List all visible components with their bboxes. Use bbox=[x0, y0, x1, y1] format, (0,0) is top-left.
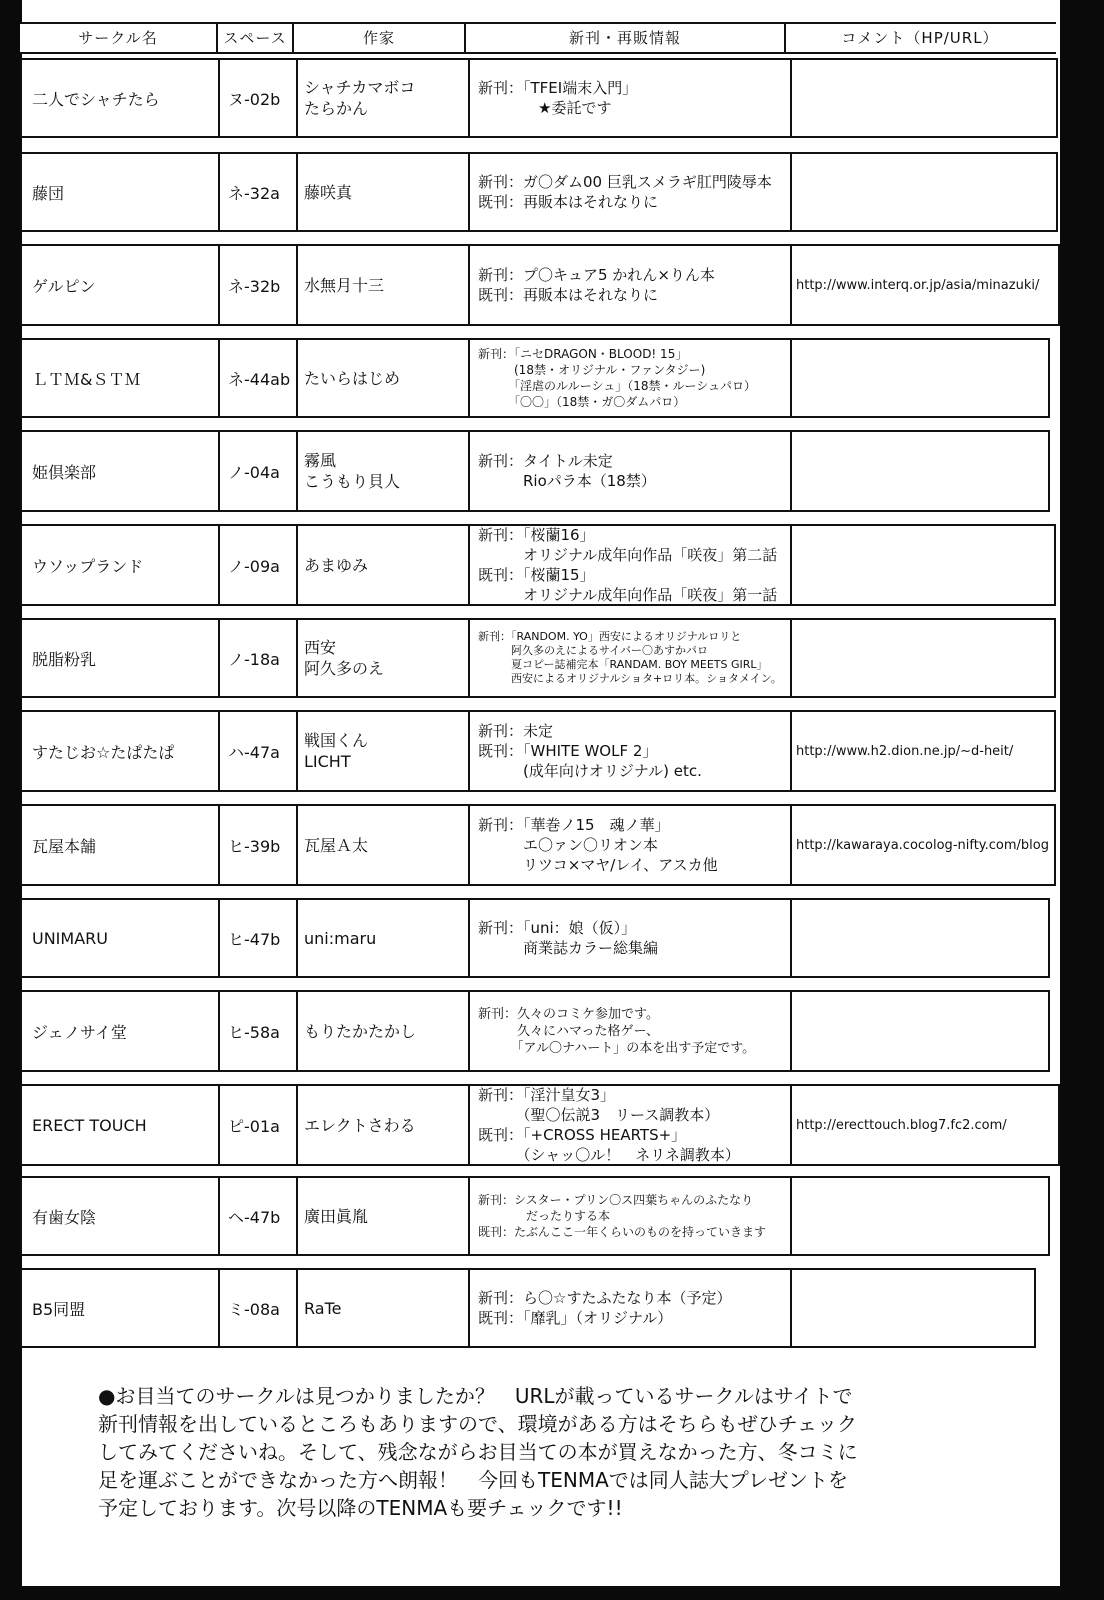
table-row bbox=[20, 710, 1056, 792]
circle-url bbox=[796, 992, 1060, 1070]
table-row bbox=[20, 1176, 1050, 1256]
column-divider bbox=[790, 154, 792, 230]
release-info-line: リツコ×マヤ/レイ、アスカ他 bbox=[478, 856, 718, 874]
column-divider bbox=[218, 900, 220, 976]
release-info bbox=[478, 1086, 788, 1164]
release-info-line: 既刊：「WHITE WOLF 2」 bbox=[478, 742, 658, 760]
table-row bbox=[20, 430, 1050, 512]
circle-name: 姫倶楽部 bbox=[32, 462, 97, 482]
author-name: LICHT bbox=[304, 752, 351, 771]
circle-url[interactable]: http://www.interq.or.jp/asia/minazuki/ bbox=[796, 277, 1040, 293]
column-divider bbox=[296, 806, 298, 884]
footer-line: してみてくださいね。そして、残念ながらお目当ての本が買えなかった方、冬コミに bbox=[98, 1440, 858, 1464]
circle-space: ネ-32a bbox=[228, 183, 280, 203]
release-info-line: 新刊：「RANDOM. YO」西安によるオリジナルロリと bbox=[478, 630, 742, 643]
release-info bbox=[478, 432, 788, 510]
release-info-line: 新刊：「華巻ノ15 魂ノ華」 bbox=[478, 816, 670, 834]
bottom-black-band bbox=[0, 1586, 1104, 1600]
release-info-line: 新刊：シスター・プリン〇ス四葉ちゃんのふたなり bbox=[478, 1193, 754, 1207]
release-info bbox=[478, 340, 788, 416]
circle-author bbox=[304, 154, 466, 230]
circle-author bbox=[304, 900, 466, 976]
author-name: uni:maru bbox=[304, 928, 377, 948]
release-info-line: 新刊：「ニセDRAGON・BLOOD! 15」 bbox=[478, 347, 688, 361]
author-name: たいらはじめ bbox=[304, 368, 401, 388]
circle-space: ピ-01a bbox=[228, 1116, 280, 1136]
circle-name: UNIMARU bbox=[32, 928, 108, 948]
column-divider bbox=[296, 60, 298, 136]
circle-url bbox=[796, 154, 1060, 230]
release-info bbox=[478, 1270, 788, 1346]
circle-author bbox=[304, 806, 466, 884]
circle-url bbox=[796, 1178, 1060, 1254]
release-info-line: （シャッ〇ル！ ネリネ調教本） bbox=[478, 1146, 740, 1164]
column-divider bbox=[790, 620, 792, 696]
column-divider bbox=[218, 1270, 220, 1346]
column-divider bbox=[468, 246, 470, 324]
circle-author bbox=[304, 620, 466, 696]
header-space: スペース bbox=[223, 29, 287, 47]
header-info: 新刊・再販情報 bbox=[568, 29, 681, 47]
circle-url bbox=[796, 526, 1060, 604]
circle-space: ヒ-39b bbox=[228, 836, 281, 856]
circle-name: すたじお☆たぱたぱ bbox=[32, 742, 175, 762]
table-row bbox=[20, 618, 1056, 698]
column-divider bbox=[468, 60, 470, 136]
circle-url bbox=[796, 340, 1060, 416]
release-info-line: 新刊：ガ〇ダム00 巨乳スメラギ肛門陵辱本 bbox=[478, 173, 772, 191]
circle-url bbox=[796, 1270, 1060, 1346]
release-info-line: 夏コピー誌補完本「RANDAM. BOY MEETS GIRL」 bbox=[478, 658, 768, 671]
circle-url[interactable]: http://www.h2.dion.ne.jp/~d-heit/ bbox=[796, 743, 1014, 759]
author-name: 戦国くん bbox=[304, 731, 369, 750]
circle-name: ＬＴＭ&ＳＴＭ bbox=[32, 369, 141, 389]
release-info bbox=[478, 154, 788, 230]
circle-name: 脱脂粉乳 bbox=[32, 649, 97, 669]
release-info-line: 新刊：タイトル未定 bbox=[478, 452, 613, 470]
circle-space: ネ-44ab bbox=[228, 369, 291, 389]
author-name: こうもり貝人 bbox=[304, 472, 401, 491]
circle-author bbox=[304, 1086, 466, 1164]
column-divider bbox=[790, 526, 792, 604]
release-info-line: 「淫虐のルルーシュ」（18禁・ルーシュパロ） bbox=[478, 379, 757, 393]
circle-author bbox=[304, 60, 466, 136]
author-name: あまゆみ bbox=[304, 555, 369, 575]
release-info-line: 「アル〇ナハート」の本を出す予定です。 bbox=[478, 1040, 756, 1056]
release-info-line: 阿久多のえによるサイバー〇あすかパロ bbox=[478, 644, 709, 657]
circle-name: ウソップランド bbox=[32, 556, 144, 576]
column-divider bbox=[468, 620, 470, 696]
author-name: 瓦屋Ａ太 bbox=[304, 835, 369, 855]
release-info-line: (18禁・オリジナル・ファンタジー) bbox=[478, 363, 706, 377]
circle-name: 有歯女陰 bbox=[32, 1207, 97, 1227]
header-circle-name: サークル名 bbox=[78, 29, 158, 47]
circle-space: ヌ-02b bbox=[228, 89, 281, 109]
author-name: 水無月十三 bbox=[304, 275, 385, 295]
column-divider bbox=[218, 620, 220, 696]
column-divider bbox=[790, 900, 792, 976]
release-info-line: (成年向けオリジナル) etc. bbox=[478, 762, 702, 780]
table-row bbox=[20, 990, 1050, 1072]
header-comment: コメント（HP/URL） bbox=[841, 29, 999, 47]
circle-space: ノ-04a bbox=[228, 462, 280, 482]
column-divider bbox=[296, 1270, 298, 1346]
circle-name: ゲルピン bbox=[32, 276, 96, 296]
table-row bbox=[20, 524, 1056, 606]
circle-space: ノ-18a bbox=[228, 649, 280, 669]
circle-url bbox=[796, 432, 1060, 510]
author-name: たらかん bbox=[304, 99, 369, 118]
release-info bbox=[478, 526, 788, 604]
table-row bbox=[20, 898, 1050, 978]
circle-url bbox=[796, 900, 1060, 976]
release-info-line: 西安によるオリジナルショタ+ロリ本。ショタメイン。 bbox=[478, 672, 782, 685]
release-info-line: オリジナル成年向作品「咲夜」第二話 bbox=[478, 546, 778, 564]
column-divider bbox=[468, 806, 470, 884]
release-info-line: 既刊：再販本はそれなりに bbox=[478, 193, 659, 211]
column-divider bbox=[296, 526, 298, 604]
circle-name: ジェノサイ堂 bbox=[32, 1022, 127, 1042]
circle-author bbox=[304, 432, 466, 510]
circle-space: ミ-08a bbox=[228, 1299, 280, 1319]
column-divider bbox=[790, 992, 792, 1070]
column-divider bbox=[468, 900, 470, 976]
author-name: 西安 bbox=[304, 638, 337, 657]
circle-name: 二人でシャチたら bbox=[32, 89, 160, 109]
release-info bbox=[478, 1178, 788, 1254]
author-name: RaTe bbox=[304, 1298, 342, 1318]
column-divider bbox=[296, 154, 298, 230]
release-info-line: 既刊：「+CROSS HEARTS+」 bbox=[478, 1126, 687, 1144]
author-name: 霧風 bbox=[304, 451, 337, 470]
column-divider bbox=[296, 620, 298, 696]
release-info-line: 新刊：久々のコミケ参加です。 bbox=[478, 1006, 659, 1022]
release-info-line: 既刊：「靡乳」（オリジナル） bbox=[478, 1309, 673, 1327]
circle-name: 瓦屋本舗 bbox=[32, 836, 97, 856]
release-info-line: 新刊：ら〇☆すたふたなり本（予定） bbox=[478, 1289, 732, 1307]
column-divider bbox=[790, 340, 792, 416]
table-header bbox=[20, 22, 1056, 54]
column-divider bbox=[468, 992, 470, 1070]
column-divider bbox=[218, 246, 220, 324]
column-divider bbox=[790, 60, 792, 136]
circle-author bbox=[304, 340, 466, 416]
column-divider bbox=[468, 1270, 470, 1346]
table-row bbox=[20, 1268, 1036, 1348]
column-divider bbox=[218, 340, 220, 416]
column-divider bbox=[468, 432, 470, 510]
header-author: 作家 bbox=[362, 29, 395, 47]
release-info-line: 新刊：プ〇キュア5 かれん×りん本 bbox=[478, 266, 715, 284]
author-name: エレクトさわる bbox=[304, 1115, 416, 1135]
column-divider bbox=[218, 712, 220, 790]
column-divider bbox=[790, 1178, 792, 1254]
release-info-line: ★委託です bbox=[478, 99, 612, 117]
column-divider bbox=[218, 1178, 220, 1254]
column-divider bbox=[218, 526, 220, 604]
column-divider bbox=[790, 246, 792, 324]
table-row bbox=[20, 804, 1056, 886]
circle-author bbox=[304, 1270, 466, 1346]
release-info-line: 新刊：「TFEI端末入門」 bbox=[478, 79, 638, 97]
release-info bbox=[478, 246, 788, 324]
circle-space: ヘ-47b bbox=[228, 1207, 281, 1227]
release-info-line: 新刊：未定 bbox=[478, 722, 554, 740]
column-divider bbox=[468, 712, 470, 790]
circle-name: ERECT TOUCH bbox=[32, 1115, 147, 1135]
footer-line: ●お目当てのサークルは見つかりましたか？ URLが載っているサークルはサイトで bbox=[98, 1384, 853, 1408]
column-divider bbox=[790, 1086, 792, 1164]
release-info bbox=[478, 806, 788, 884]
author-name: 阿久多のえ bbox=[304, 659, 385, 678]
circle-name: B5同盟 bbox=[32, 1299, 86, 1319]
table-row bbox=[20, 338, 1050, 418]
release-info-line: 商業誌カラー総集編 bbox=[478, 939, 659, 957]
column-divider bbox=[296, 712, 298, 790]
column-divider bbox=[218, 60, 220, 136]
column-divider bbox=[296, 992, 298, 1070]
right-black-border bbox=[1060, 0, 1104, 1600]
release-info bbox=[478, 60, 788, 136]
release-info-line: 新刊：「uni：娘（仮）」 bbox=[478, 919, 637, 937]
circle-author bbox=[304, 992, 466, 1070]
column-divider bbox=[296, 340, 298, 416]
circle-space: ネ-32b bbox=[228, 276, 281, 296]
release-info-line: 既刊：「桜蘭15」 bbox=[478, 566, 595, 584]
footer-notice bbox=[98, 1382, 998, 1522]
release-info-line: だったりする本 bbox=[478, 1209, 611, 1223]
circle-author bbox=[304, 1178, 466, 1254]
column-divider bbox=[790, 806, 792, 884]
column-divider bbox=[790, 1270, 792, 1346]
column-divider bbox=[296, 1178, 298, 1254]
column-divider bbox=[468, 526, 470, 604]
circle-space: ヒ-47b bbox=[228, 929, 281, 949]
table-row bbox=[20, 1084, 1060, 1166]
column-divider bbox=[790, 712, 792, 790]
release-info-line: 久々にハマった格ゲー、 bbox=[478, 1023, 659, 1039]
column-divider bbox=[218, 806, 220, 884]
circle-author bbox=[304, 246, 466, 324]
release-info bbox=[478, 620, 788, 696]
release-info-line: 既刊：再販本はそれなりに bbox=[478, 286, 659, 304]
release-info bbox=[478, 900, 788, 976]
table-row bbox=[20, 152, 1058, 232]
column-divider bbox=[468, 340, 470, 416]
column-divider bbox=[296, 432, 298, 510]
circle-space: ヒ-58a bbox=[228, 1022, 280, 1042]
circle-name: 藤団 bbox=[32, 183, 65, 203]
circle-url[interactable]: http://kawaraya.cocolog-nifty.com/blog bbox=[796, 837, 1049, 853]
release-info bbox=[478, 992, 788, 1070]
column-divider bbox=[218, 992, 220, 1070]
release-info-line: エ〇ァン〇リオン本 bbox=[478, 836, 658, 854]
left-black-border bbox=[0, 0, 22, 1600]
release-info-line: 「〇〇」（18禁・ガ〇ダムパロ） bbox=[478, 395, 686, 409]
column-divider bbox=[296, 900, 298, 976]
column-divider bbox=[218, 1086, 220, 1164]
column-divider bbox=[296, 246, 298, 324]
author-name: 廣田眞胤 bbox=[304, 1206, 369, 1226]
circle-space: ノ-09a bbox=[228, 556, 280, 576]
circle-author bbox=[304, 526, 466, 604]
release-info-line: 既刊：たぶんここ一年くらいのものを持っていきます bbox=[478, 1225, 767, 1239]
circle-space: ハ-47a bbox=[228, 742, 280, 762]
release-info-line: （聖〇伝説3 リース調教本） bbox=[478, 1106, 720, 1124]
column-divider bbox=[218, 154, 220, 230]
table-row bbox=[20, 244, 1060, 326]
column-divider bbox=[468, 154, 470, 230]
author-name: 藤咲真 bbox=[304, 182, 353, 202]
column-divider bbox=[790, 432, 792, 510]
release-info bbox=[478, 712, 788, 790]
footer-line: 足を運ぶことができなかった方へ朗報！ 今回もTENMAでは同人誌大プレゼントを bbox=[98, 1468, 848, 1492]
release-info-line: 新刊：「桜蘭16」 bbox=[478, 526, 595, 544]
table-row bbox=[20, 58, 1058, 138]
footer-line: 予定しております。次号以降のTENMAも要チェックです!! bbox=[98, 1496, 623, 1520]
footer-line: 新刊情報を出しているところもありますので、環境がある方はそちらもぜひチェック bbox=[98, 1412, 857, 1436]
circle-url[interactable]: http://erecttouch.blog7.fc2.com/ bbox=[796, 1117, 1007, 1133]
circle-url bbox=[796, 60, 1060, 136]
author-name: シャチカマボコ bbox=[304, 78, 416, 97]
column-divider bbox=[218, 432, 220, 510]
column-divider bbox=[468, 1178, 470, 1254]
column-divider bbox=[468, 1086, 470, 1164]
author-name: もりたかたかし bbox=[304, 1021, 417, 1041]
release-info-line: Rioパラ本（18禁） bbox=[478, 472, 656, 490]
circle-url bbox=[796, 620, 1060, 696]
column-divider bbox=[296, 1086, 298, 1164]
release-info-line: オリジナル成年向作品「咲夜」第一話 bbox=[478, 586, 778, 604]
circle-author bbox=[304, 712, 466, 790]
release-info-line: 新刊：「淫汁皇女3」 bbox=[478, 1086, 616, 1104]
